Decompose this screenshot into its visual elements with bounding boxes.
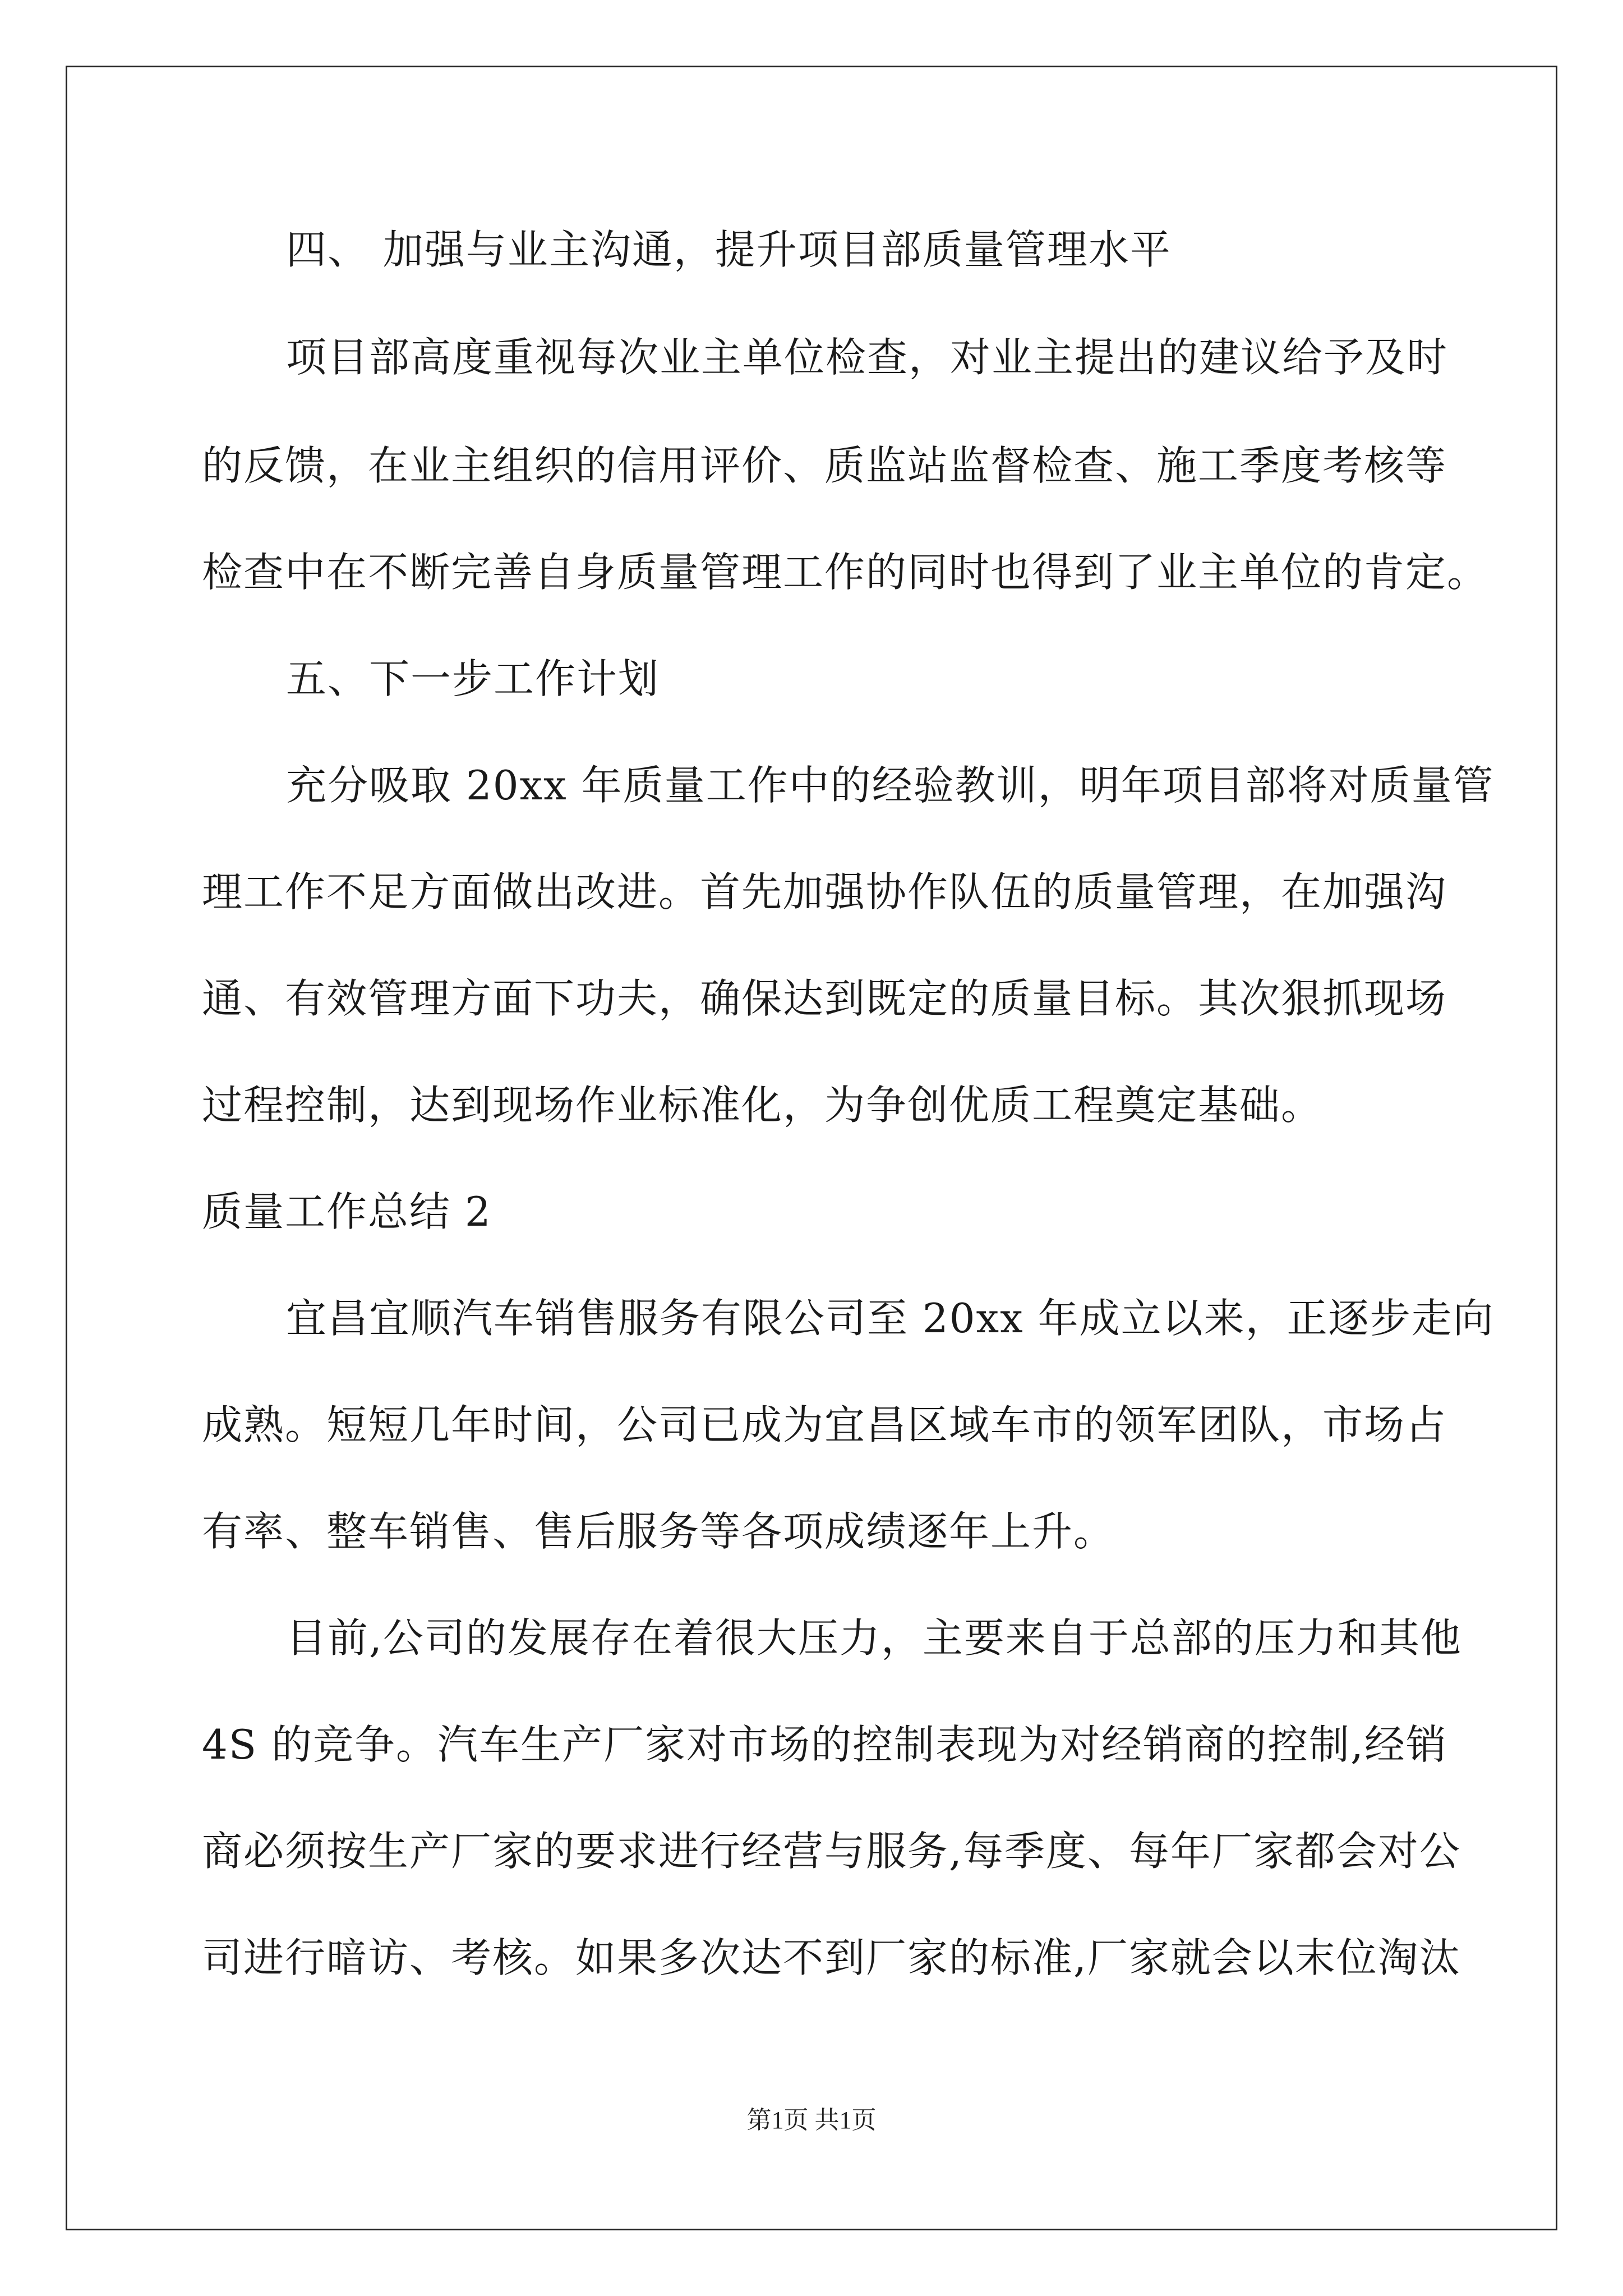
paragraph-line: 司进行暗访、考核。如果多次达不到厂家的标准,厂家就会以末位淘汰: [202, 1934, 1461, 1981]
paragraph-line: 4S 的竞争。汽车生产厂家对市场的控制表现为对经销商的控制,经销: [202, 1721, 1447, 1768]
paragraph-line: 项目部高度重视每次业主单位检查，对业主提出的建议给予及时: [286, 334, 1449, 381]
page-number: 第1页 共1页: [746, 2106, 877, 2134]
paragraph-line: 通、有效管理方面下功夫，确保达到既定的质量目标。其次狠抓现场: [202, 975, 1447, 1022]
paragraph-line: 宜昌宜顺汽车销售服务有限公司至 20xx 年成立以来，正逐步走向: [286, 1295, 1495, 1342]
page-border: [66, 66, 1557, 2230]
paragraph-line: 商必须按生产厂家的要求进行经营与服务,每季度、每年厂家都会对公: [202, 1828, 1461, 1875]
paragraph-line: 目前,公司的发展存在着很大压力，主要来自于总部的压力和其他: [286, 1614, 1462, 1662]
paragraph-line: 有率、整车销售、售后服务等各项成绩逐年上升。: [202, 1508, 1115, 1555]
paragraph-line: 成熟。短短几年时间，公司已成为宜昌区域车市的领军团队，市场占: [202, 1401, 1447, 1448]
paragraph-line: 检查中在不断完善自身质量管理工作的同时也得到了业主单位的肯定。: [202, 549, 1489, 596]
paragraph-line: 过程控制，达到现场作业标准化，为争创优质工程奠定基础。: [202, 1082, 1323, 1129]
section-heading-4: 四、 加强与业主沟通，提升项目部质量管理水平: [286, 226, 1172, 273]
paragraph-line: 理工作不足方面做出改进。首先加强协作队伍的质量管理，在加强沟: [202, 868, 1447, 915]
paragraph-line: 充分吸取 20xx 年质量工作中的经验教训，明年项目部将对质量管: [286, 762, 1495, 809]
paragraph-line: 的反馈，在业主组织的信用评价、质监站监督检查、施工季度考核等: [202, 442, 1447, 489]
document-subtitle: 质量工作总结 2: [202, 1188, 492, 1235]
section-heading-5: 五、下一步工作计划: [286, 655, 660, 702]
